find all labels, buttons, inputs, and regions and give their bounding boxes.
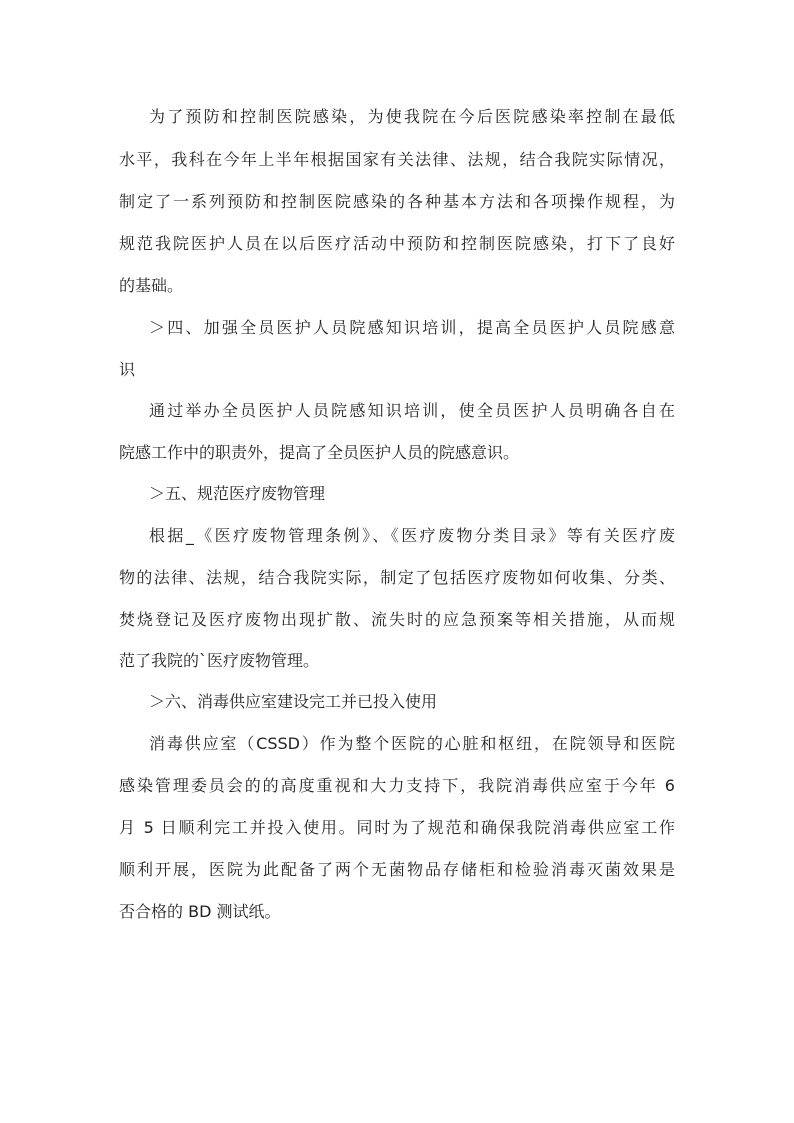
paragraph-3-line-4: 范了我院的`医疗废物管理。 — [119, 651, 320, 670]
paragraph-4-line-1: 消毒供应室（CSSD）作为整个医院的心脏和枢纽，在院领导和医院 — [149, 734, 675, 753]
paragraph-1-line-3: 制定了一系列预防和控制医院感染的各种基本方法和各项操作规程，为 — [119, 192, 675, 211]
paragraph-4-line-3: 月 5 日顺利完工并投入使用。同时为了规范和确保我院消毒供应室工作 — [119, 818, 675, 837]
paragraph-1-line-2: 水平，我科在今年上半年根据国家有关法律、法规，结合我院实际情况， — [119, 150, 675, 169]
paragraph-1-line-4: 规范我院医护人员在以后医疗活动中预防和控制医院感染，打下了良好 — [119, 234, 675, 253]
section-6-heading: ＞六、消毒供应室建设完工并已投入使用 — [149, 692, 438, 711]
section-5-heading: ＞五、规范医疗废物管理 — [149, 484, 326, 503]
section-4-heading-line-1: ＞四、加强全员医护人员院感知识培训，提高全员医护人员院感意 — [149, 318, 675, 337]
paragraph-3-line-1: 根据_《医疗废物管理条例》、《医疗废物分类目录》等有关医疗废 — [149, 526, 675, 545]
paragraph-3-line-2: 物的法律、法规，结合我院实际，制定了包括医疗废物如何收集、分类、 — [119, 568, 675, 587]
paragraph-4-line-2: 感染管理委员会的的高度重视和大力支持下，我院消毒供应室于今年 6 — [119, 776, 675, 795]
paragraph-4-line-5: 否合格的 BD 测试纸。 — [119, 902, 281, 921]
paragraph-1-line-1: 为了预防和控制医院感染，为使我院在今后医院感染率控制在最低 — [149, 107, 675, 126]
paragraph-2-line-2: 院感工作中的职责外，提高了全员医护人员的院感意识。 — [119, 443, 520, 462]
section-4-heading-line-2: 识 — [119, 360, 136, 379]
paragraph-4-line-4: 顺利开展，医院为此配备了两个无菌物品存储柜和检验消毒灭菌效果是 — [119, 860, 675, 879]
paragraph-3-line-3: 焚烧登记及医疗废物出现扩散、流失时的应急预案等相关措施，从而规 — [119, 610, 675, 629]
paragraph-2-line-1: 通过举办全员医护人员院感知识培训，使全员医护人员明确各自在 — [149, 401, 675, 420]
paragraph-1-line-5: 的基础。 — [119, 276, 184, 295]
